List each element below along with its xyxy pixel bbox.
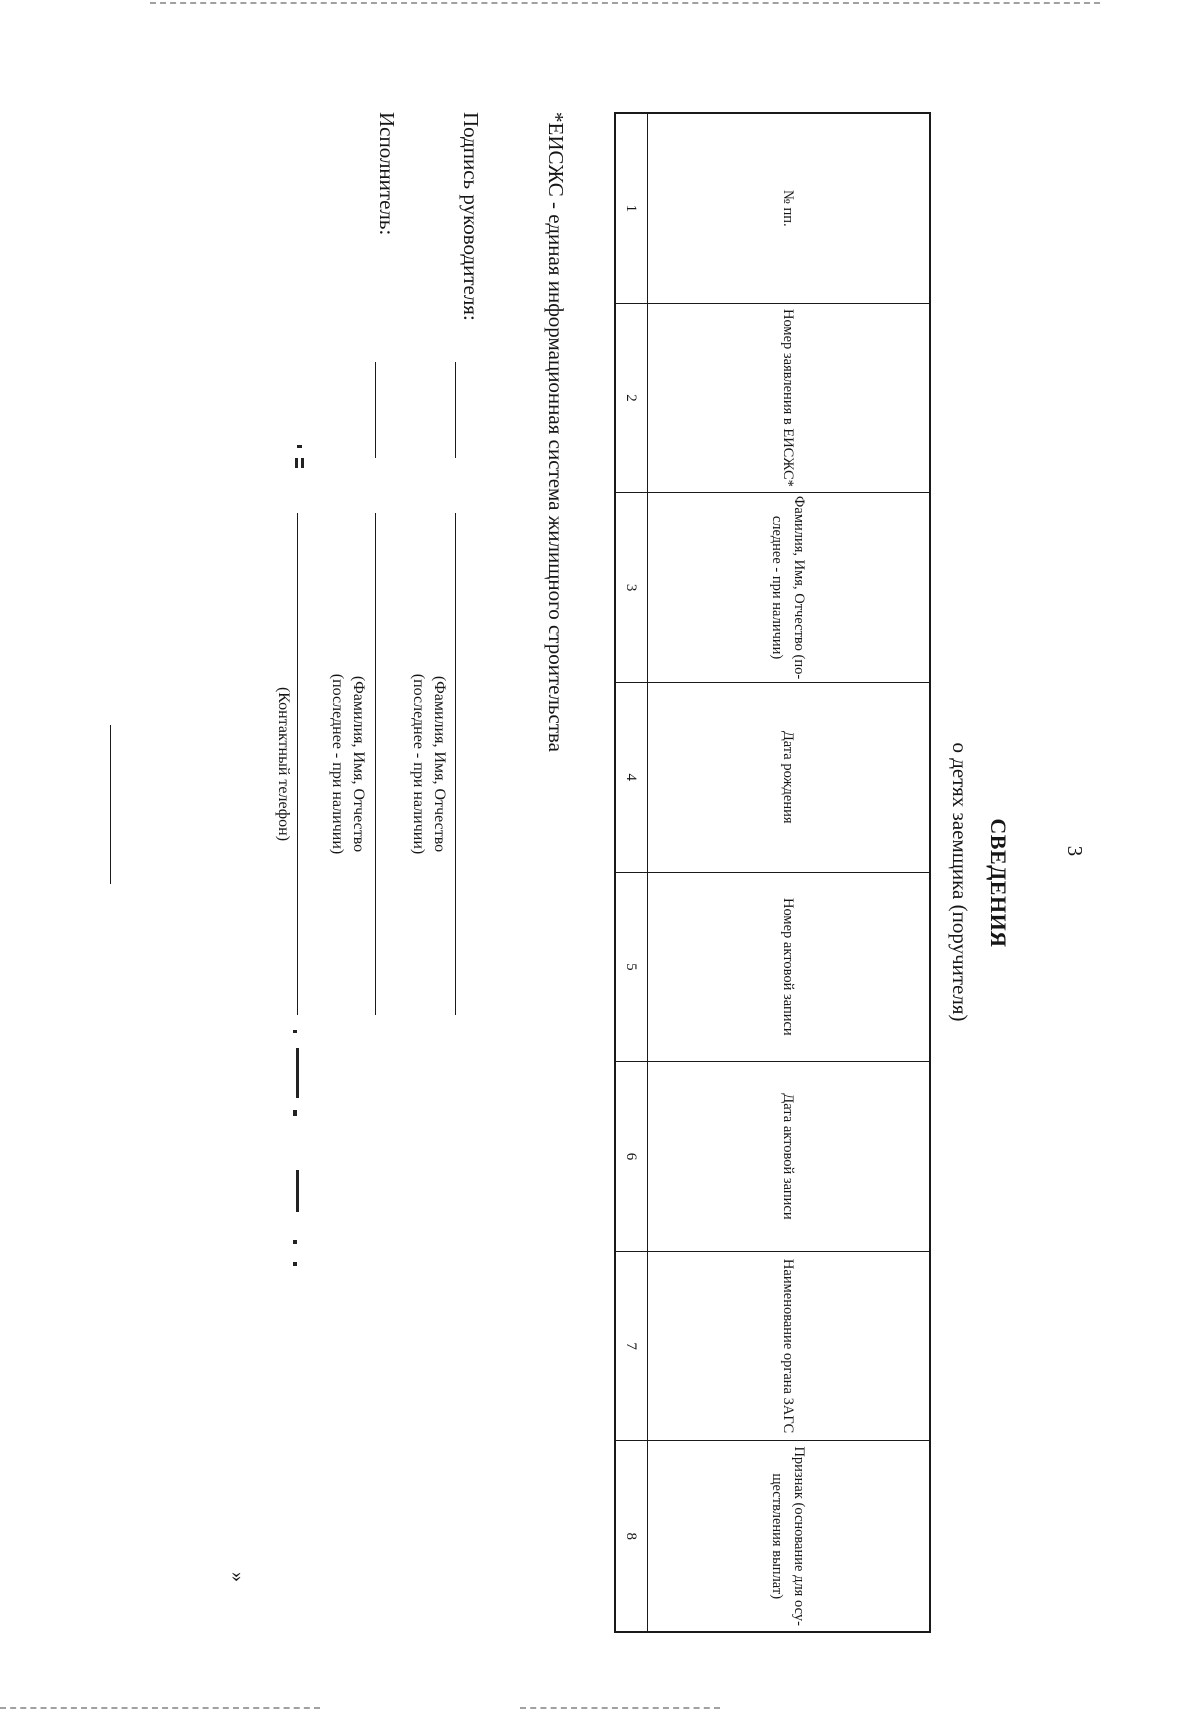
manager-signature-label: Подпись руководителя: xyxy=(459,112,483,321)
scan-artifact xyxy=(293,1262,297,1266)
contact-phone-line xyxy=(297,513,298,1015)
document-subtitle: о детях заемщика (поручителя) xyxy=(948,742,972,1022)
column-number-cell: 4 xyxy=(616,683,647,873)
column-number-cell: 1 xyxy=(616,114,647,304)
caption-text: (последнее - при наличии) xyxy=(329,673,346,855)
scan-artifact xyxy=(293,1110,297,1116)
scan-artifact xyxy=(296,1048,299,1098)
scan-artifact xyxy=(296,1170,299,1212)
footnote: *ЕИСЖС - единая информационная система жилищного строительства xyxy=(544,112,568,752)
scan-artifact xyxy=(295,458,298,468)
table-header-text: Признак (основание для осу- xyxy=(791,1446,808,1626)
table-header-text: ществления выплат) xyxy=(769,1473,786,1600)
manager-name-line xyxy=(455,513,456,1015)
table-header-text: Номер заявления в ЕИСЖС* xyxy=(780,308,797,487)
page-number: 3 xyxy=(1063,845,1087,857)
table-header-text: № пп. xyxy=(780,190,797,227)
table-header-cell xyxy=(647,1441,929,1631)
children-info-table xyxy=(614,112,931,1633)
caption-text: (последнее - при наличии) xyxy=(410,673,427,855)
manager-signature-line xyxy=(455,362,456,458)
caption-text: (Контактный телефон) xyxy=(275,686,292,842)
table-header-text: Дата рождения xyxy=(780,730,797,824)
manager-name-caption xyxy=(408,513,450,1015)
table-header-cell xyxy=(647,304,929,494)
table-header-text: Номер актовой записи xyxy=(780,897,797,1036)
caption-text: (Фамилия, Имя, Отчество xyxy=(350,675,367,853)
table-header-cell xyxy=(647,493,929,683)
table-header-cell xyxy=(647,1062,929,1252)
scan-artifact xyxy=(297,445,302,448)
column-number-cell: 8 xyxy=(623,1532,640,1540)
table-header-text: Дата актовой записи xyxy=(780,1093,797,1220)
table-header-text: Фамилия, Имя, Отчество (по- xyxy=(791,495,808,680)
table-header-cell xyxy=(647,114,929,304)
contact-phone-caption xyxy=(273,513,294,1015)
scan-artifact xyxy=(301,458,304,468)
table-header-cell xyxy=(647,873,929,1063)
executor-name-caption xyxy=(327,513,369,1015)
column-number-cell: 5 xyxy=(616,873,647,1063)
scan-artifact xyxy=(293,1240,297,1244)
column-number-cell: 2 xyxy=(616,304,647,494)
bottom-signature-line xyxy=(110,725,111,884)
caption-text: (Фамилия, Имя, Отчество xyxy=(431,675,448,853)
table-header-cell xyxy=(647,683,929,873)
column-number-cell: 3 xyxy=(616,493,647,683)
closing-quote-mark: » xyxy=(227,1572,249,1582)
executor-signature-line xyxy=(375,362,376,458)
executor-name-line xyxy=(375,513,376,1015)
table-header-text: Наименование органа ЗАГС xyxy=(780,1258,797,1434)
scan-artifact xyxy=(293,1030,297,1033)
column-number-cell: 6 xyxy=(616,1062,647,1252)
table-header-text: следнее - при наличии) xyxy=(769,515,786,660)
table-header-cell xyxy=(647,1252,929,1442)
document-title: СВЕДЕНИЯ xyxy=(986,818,1011,948)
column-number-cell: 7 xyxy=(616,1252,647,1442)
executor-label: Исполнитель: xyxy=(375,112,399,236)
